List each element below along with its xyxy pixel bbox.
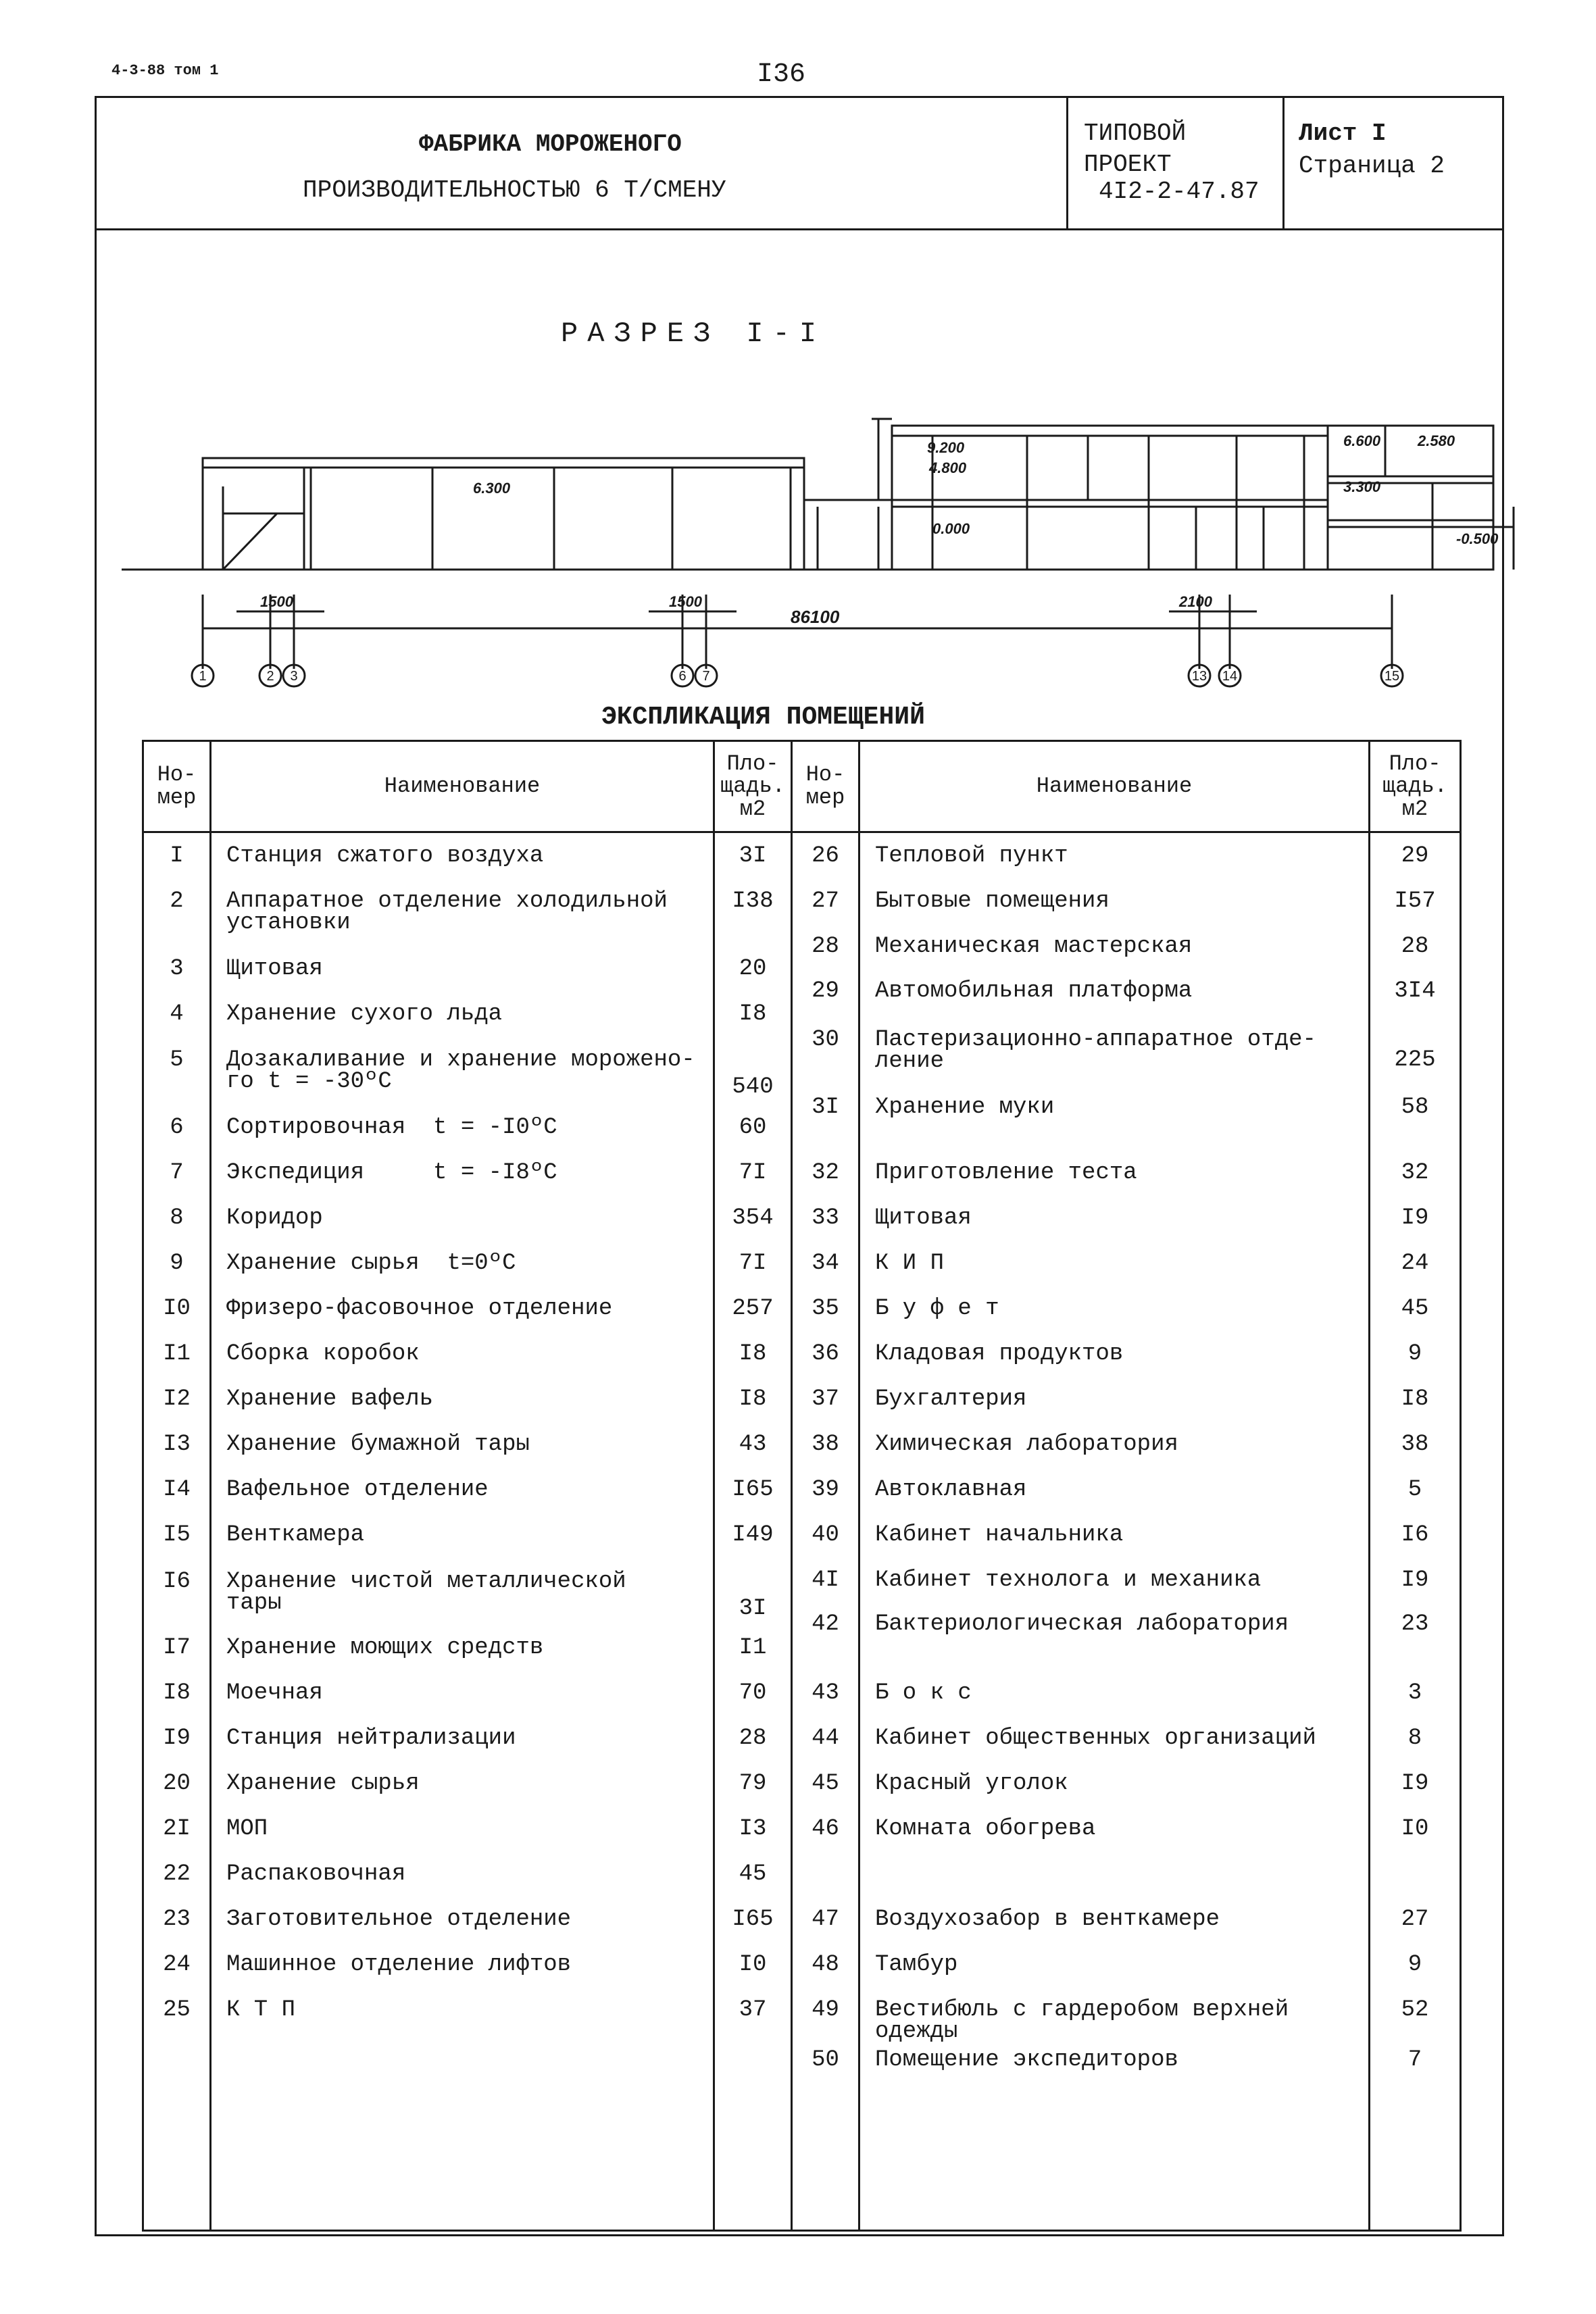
room-number: 6 [170, 1115, 184, 1140]
room-number: I0 [163, 1296, 191, 1322]
level-mark: 2.580 [1418, 432, 1455, 449]
axis-label: 13 [1191, 669, 1207, 684]
header-number-text: Но- мер [805, 762, 845, 810]
header-area [1370, 741, 1461, 832]
room-area: I6 [1401, 1522, 1429, 1548]
room-number: 34 [812, 1251, 839, 1276]
room-name: Кабинет технолога и механика [875, 1567, 1262, 1593]
level-mark: 4.800 [929, 459, 967, 476]
room-area: 28 [739, 1726, 767, 1751]
room-area: 7I [739, 1251, 767, 1276]
room-number: I [170, 843, 184, 869]
room-number: 7 [170, 1160, 184, 1186]
room-area: 45 [739, 1861, 767, 1887]
room-number: 42 [812, 1611, 839, 1637]
room-name: К И П [875, 1251, 945, 1276]
room-number: 26 [812, 843, 839, 869]
room-number: I3 [163, 1432, 191, 1457]
table-body-row [143, 832, 1461, 2231]
level-mark: 0.000 [932, 520, 970, 537]
room-number: I2 [163, 1386, 191, 1412]
room-number: I7 [163, 1635, 191, 1661]
room-number: 48 [812, 1952, 839, 1978]
room-number: 33 [812, 1205, 839, 1231]
room-area: I9 [1401, 1567, 1429, 1593]
room-name: Кладовая продуктов [875, 1341, 1124, 1367]
room-name: Пастеризационно-аппаратное отде- ление [875, 1027, 1316, 1074]
level-mark: 3.300 [1343, 478, 1381, 495]
section-title: РАЗРЕЗ I-I [561, 318, 826, 350]
room-name: Моечная [226, 1680, 323, 1706]
room-number: 49 [812, 1997, 839, 2023]
room-area: 60 [739, 1115, 767, 1140]
room-name: Экспедиция t = -I8ºC [226, 1160, 557, 1186]
room-area: 3I4 [1394, 978, 1436, 1004]
room-number: 47 [812, 1907, 839, 1932]
room-area: I0 [739, 1952, 767, 1978]
sheet-number: Лист I [1299, 120, 1387, 147]
room-number: 2I [163, 1816, 191, 1842]
room-number: 37 [812, 1386, 839, 1412]
room-name: Сборка коробок [226, 1341, 420, 1367]
room-name: Тепловой пункт [875, 843, 1068, 869]
room-area: 20 [739, 956, 767, 982]
room-name: Венткамера [226, 1522, 365, 1548]
room-area: 28 [1401, 934, 1429, 959]
room-area: 9 [1407, 1952, 1422, 1978]
room-area: I8 [739, 1001, 767, 1027]
room-area: 9 [1407, 1341, 1422, 1367]
room-name: Помещение экспедиторов [875, 2047, 1178, 2073]
room-name: Сортировочная t = -I0ºC [226, 1115, 557, 1140]
dimension-text: 2100 [1179, 593, 1212, 610]
document-title-line2: ПРОИЗВОДИТЕЛЬНОСТЬЮ 6 Т/СМЕНУ [303, 176, 726, 204]
title-block-divider [95, 228, 1504, 230]
room-name: Вестибюль с гардеробом верхней одежды [875, 1997, 1289, 2044]
title-block-divider [1066, 96, 1068, 230]
room-area: 79 [739, 1771, 767, 1796]
room-area: I1 [739, 1635, 767, 1661]
room-name: Щитовая [875, 1205, 972, 1231]
room-name: Хранение вафель [226, 1386, 434, 1412]
axis-label: 1 [199, 669, 207, 684]
room-name: Б о к с [875, 1680, 972, 1706]
room-number: 23 [163, 1907, 191, 1932]
room-number: 44 [812, 1726, 839, 1751]
document-code: 4-3-88 том 1 [111, 62, 219, 79]
room-name: Щитовая [226, 956, 323, 982]
left-name-column [211, 833, 713, 2230]
room-area: 540 [732, 1074, 774, 1100]
room-area: 24 [1401, 1251, 1429, 1276]
room-number: 46 [812, 1816, 839, 1842]
room-name: Хранение моющих средств [226, 1635, 544, 1661]
room-area: 52 [1401, 1997, 1429, 2023]
room-area: 3I [739, 1596, 767, 1621]
room-number: 3 [170, 956, 184, 982]
dimension-text: 1500 [260, 593, 293, 610]
axis-label: 2 [266, 669, 274, 684]
room-number: 50 [812, 2047, 839, 2073]
room-name: МОП [226, 1816, 268, 1842]
axis-label: 7 [702, 669, 710, 684]
room-area: 32 [1401, 1160, 1429, 1186]
room-name: Хранение сухого льда [226, 1001, 503, 1027]
room-name: Хранение бумажной тары [226, 1432, 530, 1457]
room-number: I8 [163, 1680, 191, 1706]
project-label: ТИПОВОЙ [1084, 120, 1187, 147]
axis-label: 15 [1384, 669, 1400, 684]
room-number: 27 [812, 888, 839, 914]
table-header-row [143, 741, 1461, 832]
room-name: Хранение сырья t=0ºC [226, 1251, 516, 1276]
header-name: Наименование [211, 741, 714, 832]
room-name: Хранение муки [875, 1095, 1055, 1120]
room-number: 45 [812, 1771, 839, 1796]
dimension-text: 1500 [669, 593, 702, 610]
room-number: 32 [812, 1160, 839, 1186]
room-number: 8 [170, 1205, 184, 1231]
dimension-text: 86100 [791, 607, 840, 627]
page-number: I36 [757, 59, 806, 90]
room-number: I6 [163, 1569, 191, 1594]
room-name: Распаковочная [226, 1861, 406, 1887]
room-name: Бытовые помещения [875, 888, 1109, 914]
room-area: I8 [739, 1386, 767, 1412]
right-area-column [1370, 833, 1460, 2230]
room-area: I49 [732, 1522, 774, 1548]
building-section-drawing [115, 405, 1499, 696]
room-area: 8 [1407, 1726, 1422, 1751]
page-of-sheet: Страница 2 [1299, 152, 1445, 180]
room-name: Бухгалтерия [875, 1386, 1027, 1412]
room-number: 40 [812, 1522, 839, 1548]
header-number [792, 741, 859, 832]
room-area: 29 [1401, 843, 1429, 869]
header-area-text: Пло- щадь. м2 [1382, 751, 1447, 822]
level-mark: 9.200 [927, 439, 965, 456]
room-name: К Т П [226, 1997, 296, 2023]
room-area: I8 [1401, 1386, 1429, 1412]
room-name: Коридор [226, 1205, 323, 1231]
room-area: 70 [739, 1680, 767, 1706]
axis-label: 14 [1222, 669, 1238, 684]
header-number-text: Но- мер [157, 762, 197, 810]
room-number: 38 [812, 1432, 839, 1457]
level-mark: 6.300 [473, 480, 511, 497]
room-number: 3I [812, 1095, 839, 1120]
room-name: Автоклавная [875, 1477, 1027, 1503]
room-number: 28 [812, 934, 839, 959]
room-area: 45 [1401, 1296, 1429, 1322]
level-mark: 6.600 [1343, 432, 1381, 449]
room-name: Механическая мастерская [875, 934, 1193, 959]
header-number [143, 741, 211, 832]
room-name: Кабинет начальника [875, 1522, 1124, 1548]
room-area: 7 [1407, 2047, 1422, 2073]
room-name: Аппаратное отделение холодильной установки [226, 888, 668, 936]
project-code: 4I2-2-47.87 [1099, 178, 1260, 205]
axis-label: 3 [290, 669, 298, 684]
room-number: I4 [163, 1477, 191, 1503]
room-area: 58 [1401, 1095, 1429, 1120]
room-name: Б у ф е т [875, 1296, 999, 1322]
room-name: Приготовление теста [875, 1160, 1137, 1186]
room-area: 38 [1401, 1432, 1429, 1457]
room-area: 225 [1394, 1047, 1436, 1073]
room-name: Дозакаливание и хранение морожено- го t = -30ºC [226, 1047, 695, 1095]
room-number: 39 [812, 1477, 839, 1503]
room-area: 354 [732, 1205, 774, 1231]
room-area: I9 [1401, 1771, 1429, 1796]
room-area: 37 [739, 1997, 767, 2023]
room-area: I0 [1401, 1816, 1429, 1842]
room-number: 22 [163, 1861, 191, 1887]
room-name: Хранение сырья [226, 1771, 420, 1796]
room-name: Бактериологическая лаборатория [875, 1611, 1289, 1637]
room-number: 29 [812, 978, 839, 1004]
room-name: Станция нейтрализации [226, 1726, 516, 1751]
room-number: 5 [170, 1047, 184, 1073]
header-area [714, 741, 792, 832]
room-area: I9 [1401, 1205, 1429, 1231]
room-area: 27 [1401, 1907, 1429, 1932]
room-area: I65 [732, 1477, 774, 1503]
room-area: 3 [1407, 1680, 1422, 1706]
room-name: Автомобильная платформа [875, 978, 1193, 1004]
room-name: Тамбур [875, 1952, 958, 1978]
level-mark: -0.500 [1456, 530, 1499, 547]
room-name: Машинное отделение лифтов [226, 1952, 572, 1978]
room-number: 4 [170, 1001, 184, 1027]
room-number: 30 [812, 1027, 839, 1053]
room-number: I1 [163, 1341, 191, 1367]
room-name: Красный уголок [875, 1771, 1068, 1796]
room-area: I3 [739, 1816, 767, 1842]
room-name: Химическая лаборатория [875, 1432, 1178, 1457]
room-area: 257 [732, 1296, 774, 1322]
room-name: Воздухозабор в венткамере [875, 1907, 1220, 1932]
room-area: 43 [739, 1432, 767, 1457]
room-area: I57 [1394, 888, 1436, 914]
room-area: 23 [1401, 1611, 1429, 1637]
left-number-column [144, 833, 209, 2230]
room-number: I5 [163, 1522, 191, 1548]
left-area-column [715, 833, 791, 2230]
room-number: 4I [812, 1567, 839, 1593]
right-number-column [793, 833, 858, 2230]
room-area: 3I [739, 843, 767, 869]
room-name: Станция сжатого воздуха [226, 843, 544, 869]
room-name: Фризеро-фасовочное отделение [226, 1296, 613, 1322]
document-title-line1: ФАБРИКА МОРОЖЕНОГО [419, 130, 682, 158]
room-number: 9 [170, 1251, 184, 1276]
room-number: 24 [163, 1952, 191, 1978]
right-name-column [860, 833, 1368, 2230]
room-name: Заготовительное отделение [226, 1907, 572, 1932]
project-label-2: ПРОЕКТ [1084, 151, 1172, 178]
room-number: 36 [812, 1341, 839, 1367]
room-area: 7I [739, 1160, 767, 1186]
room-area: I38 [732, 888, 774, 914]
room-number: 35 [812, 1296, 839, 1322]
axis-label: 6 [678, 669, 687, 684]
room-number: I9 [163, 1726, 191, 1751]
room-number: 25 [163, 1997, 191, 2023]
header-area-text: Пло- щадь. м2 [720, 751, 785, 822]
header-name: Наименование [859, 741, 1370, 832]
explication-title: ЭКСПЛИКАЦИЯ ПОМЕЩЕНИЙ [601, 703, 925, 732]
room-area: I8 [739, 1341, 767, 1367]
room-number: 43 [812, 1680, 839, 1706]
room-area: I65 [732, 1907, 774, 1932]
room-name: Вафельное отделение [226, 1477, 489, 1503]
explication-table [142, 740, 1462, 2232]
room-name: Комната обогрева [875, 1816, 1096, 1842]
room-number: 2 [170, 888, 184, 914]
room-area: 5 [1407, 1477, 1422, 1503]
title-block-divider [1282, 96, 1285, 230]
room-name: Кабинет общественных организаций [875, 1726, 1316, 1751]
room-name: Хранение чистой металлической тары [226, 1569, 626, 1616]
room-number: 20 [163, 1771, 191, 1796]
